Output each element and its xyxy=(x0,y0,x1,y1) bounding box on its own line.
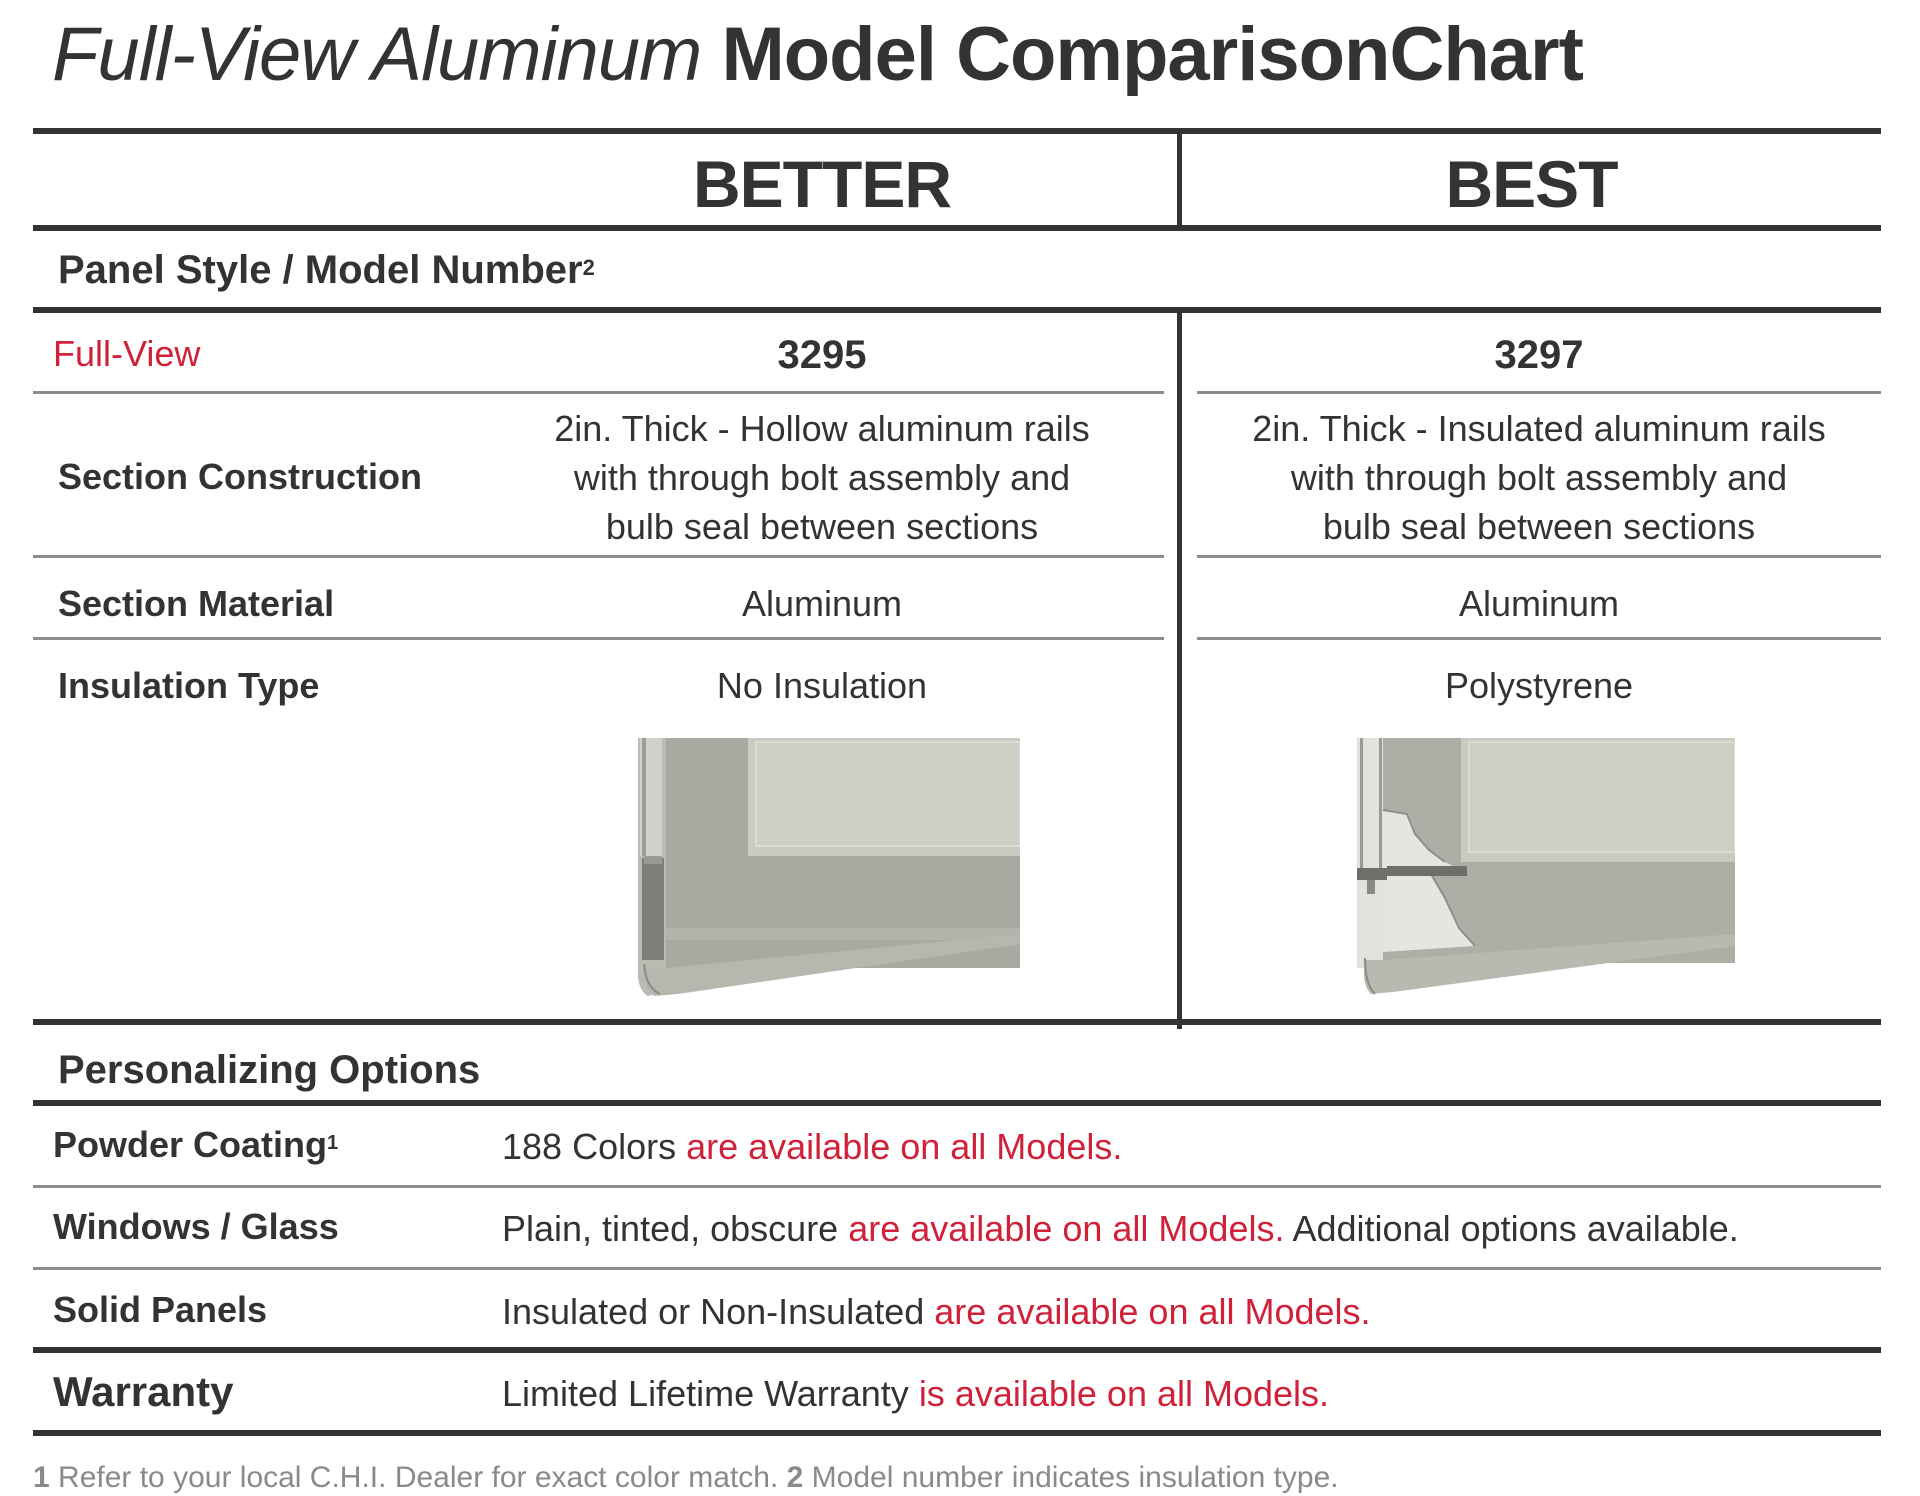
footnote-2-number: 2 xyxy=(786,1461,804,1494)
label-section-material: Section Material xyxy=(58,583,335,624)
footnote-1-number: 1 xyxy=(33,1461,50,1494)
footnotes xyxy=(33,1460,1339,1496)
material-best: Aluminum xyxy=(1458,583,1620,624)
tier-best: BEST xyxy=(1445,147,1618,221)
value-warranty: Limited Lifetime Warranty is available on all Models. xyxy=(502,1373,1330,1414)
rule-options-heading xyxy=(33,1100,1881,1106)
rule-panel-heading xyxy=(33,307,1881,313)
options-heading: Personalizing Options xyxy=(58,1048,481,1092)
material-better: Aluminum xyxy=(741,583,903,624)
label-warranty: Warranty xyxy=(53,1368,234,1415)
insulated-aluminum-section-illustration xyxy=(1357,738,1735,1000)
footnote-ref-2: 2 xyxy=(582,255,595,280)
construction-better-line2: with through bolt assembly and xyxy=(573,457,1071,498)
construction-best xyxy=(1197,404,1881,551)
model-number-best: 3297 xyxy=(1494,333,1584,377)
column-divider xyxy=(1177,307,1182,1029)
hollow-aluminum-section-illustration xyxy=(638,738,1020,1000)
rule-option xyxy=(33,1185,1881,1188)
title-light: Full-View Aluminum xyxy=(52,12,702,97)
model-number-better: 3295 xyxy=(777,333,867,377)
construction-better-line3: bulb seal between sections xyxy=(605,506,1039,547)
label-section-construction: Section Construction xyxy=(58,456,423,497)
page-title xyxy=(52,10,1583,100)
footnote-ref-1: 1 xyxy=(327,1132,339,1154)
rule-option xyxy=(33,1267,1881,1270)
insulation-better: No Insulation xyxy=(716,665,928,706)
rule-left xyxy=(33,555,1164,558)
rule-specs-bottom xyxy=(33,1019,1881,1025)
rule-left xyxy=(33,637,1164,640)
value-solid-panels: Insulated or Non-Insulated are available on all Models. xyxy=(502,1291,1371,1332)
construction-best-line1: 2in. Thick - Insulated aluminum rails xyxy=(1252,408,1826,449)
tier-better: BETTER xyxy=(693,147,951,221)
rule-top xyxy=(33,128,1881,134)
label-insulation-type: Insulation Type xyxy=(58,665,320,706)
construction-better xyxy=(480,404,1164,551)
value-powder-coating: 188 Colors are available on all Models. xyxy=(502,1126,1123,1167)
rule-bottom xyxy=(33,1430,1881,1436)
construction-best-line2: with through bolt assembly and xyxy=(1290,457,1788,498)
panel-style-heading: Panel Style / Model Number$^2$ xyxy=(58,248,595,292)
label-windows-glass: Windows / Glass xyxy=(53,1206,339,1247)
label-solid-panels: Solid Panels xyxy=(53,1289,268,1330)
panel-style-name: Full-View xyxy=(53,333,201,374)
rule-right xyxy=(1197,391,1881,394)
footnote-2-text: Model number indicates insulation type. xyxy=(811,1461,1339,1494)
label-powder-coating: Powder Coating$^1$ xyxy=(53,1124,339,1165)
footnote-1-text: Refer to your local C.H.I. Dealer for exact color match. xyxy=(58,1461,779,1494)
construction-best-line3: bulb seal between sections xyxy=(1322,506,1756,547)
rule-warranty-top xyxy=(33,1347,1881,1353)
rule-tier-bottom xyxy=(33,225,1881,231)
value-windows-glass: Plain, tinted, obscure are available on all Models. Additional options available. xyxy=(502,1208,1739,1249)
construction-better-line1: 2in. Thick - Hollow aluminum rails xyxy=(554,408,1090,449)
insulation-best: Polystyrene xyxy=(1444,665,1634,706)
title-bold: Model ComparisonChart xyxy=(721,12,1583,97)
rule-right xyxy=(1197,637,1881,640)
rule-left xyxy=(33,391,1164,394)
rule-right xyxy=(1197,555,1881,558)
